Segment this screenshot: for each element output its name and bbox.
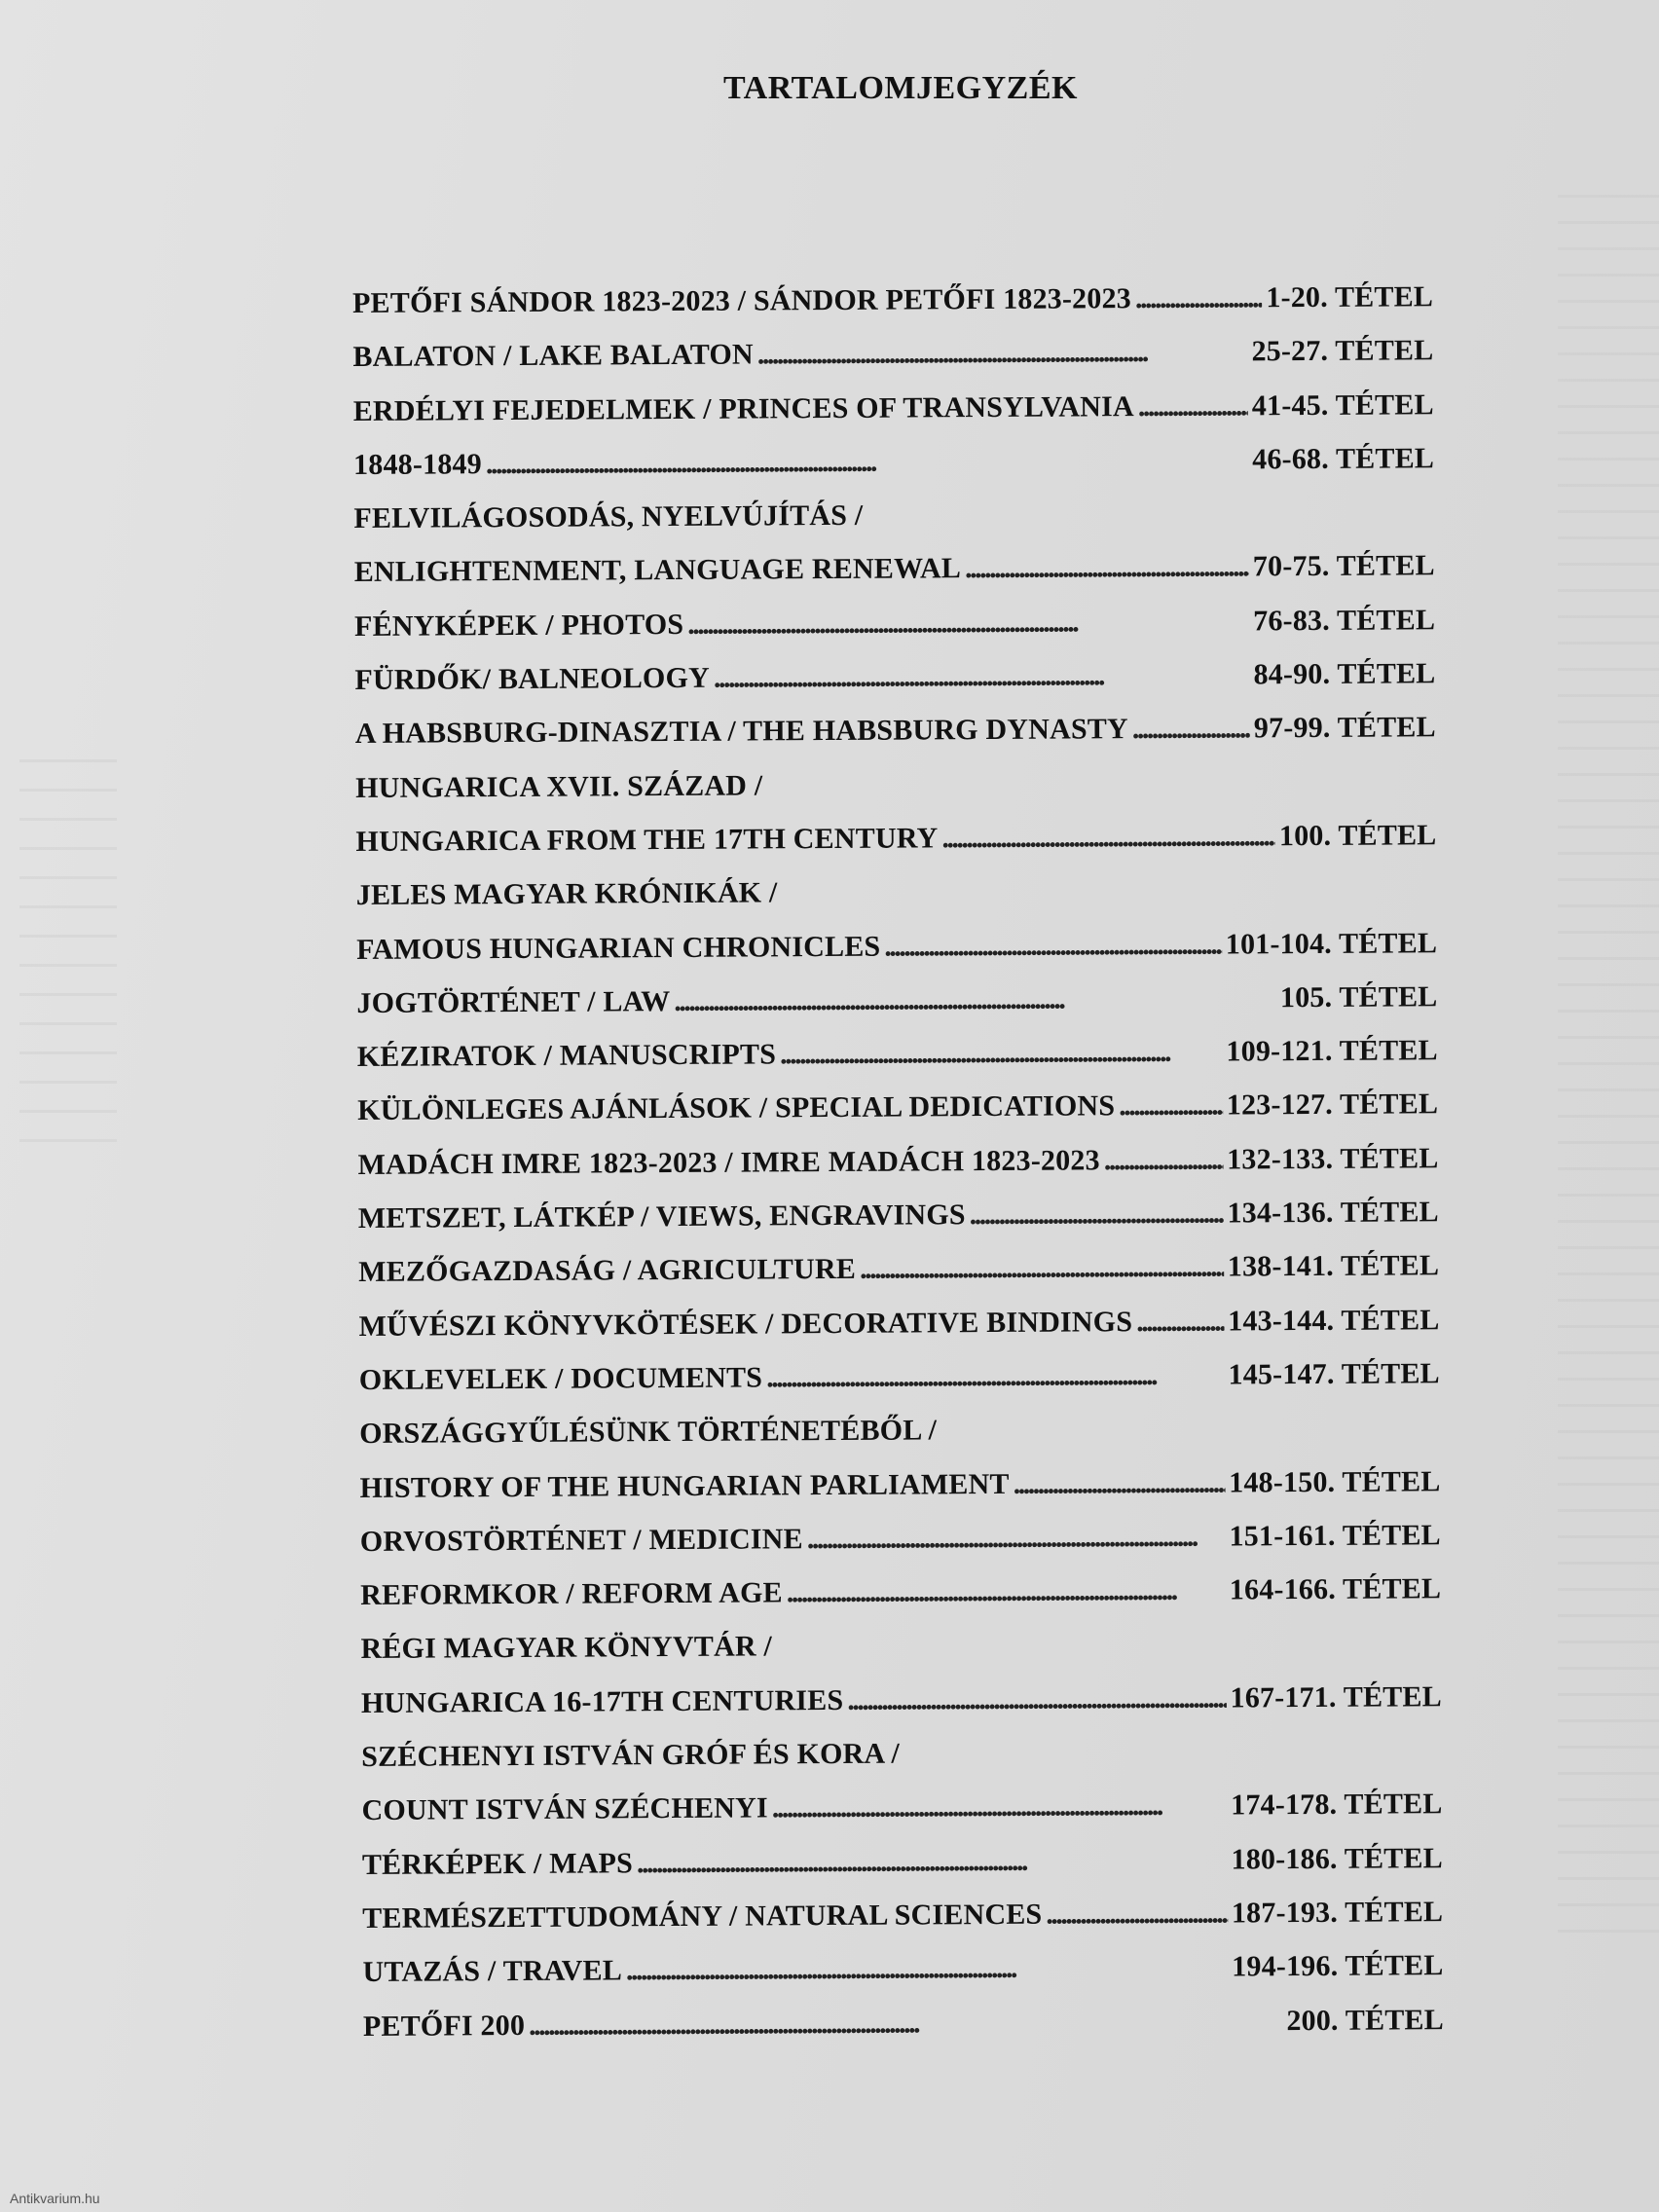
toc-entry-page: 167-171. TÉTEL (1230, 1679, 1442, 1714)
toc-entry-label: BALATON / LAKE BALATON (352, 338, 754, 374)
toc-entry (356, 980, 1437, 1041)
toc-entry-label: FÜRDŐK/ BALNEOLOGY (354, 661, 711, 697)
toc-leader-dots (884, 928, 1222, 963)
toc-leader-dots (1136, 1305, 1224, 1339)
table-of-contents (352, 280, 1444, 2064)
toc-entry-page: 174-178. TÉTEL (1231, 1788, 1443, 1822)
toc-entry (357, 1088, 1438, 1149)
toc-leader-dots (714, 658, 1250, 694)
toc-leader-dots (637, 1843, 1228, 1880)
toc-entry-label: PETŐFI SÁNDOR 1823-2023 / SÁNDOR PETŐFI 1823-2023 (352, 282, 1132, 319)
toc-entry (360, 1519, 1441, 1579)
toc-leader-dots (847, 1681, 1226, 1716)
toc-entry-label: UTAZÁS / TRAVEL (362, 1954, 623, 1989)
toc-entry (359, 1411, 1440, 1471)
toc-entry (360, 1627, 1441, 1687)
toc-entry-page: 200. TÉTEL (1286, 2003, 1444, 2037)
toc-entry-page: 25-27. TÉTEL (1251, 334, 1434, 368)
toc-leader-dots (626, 1951, 1228, 1988)
toc-entry-page: 1-20. TÉTEL (1266, 280, 1434, 314)
toc-leader-dots (529, 2005, 1282, 2043)
toc-entry-label: KÉZIRATOK / MANUSCRIPTS (356, 1038, 777, 1074)
toc-leader-dots (1135, 281, 1263, 315)
toc-leader-dots (772, 1789, 1228, 1825)
toc-entry (362, 1896, 1443, 1956)
toc-leader-dots (780, 1036, 1223, 1072)
toc-leader-dots (860, 1251, 1224, 1286)
toc-entry (352, 335, 1433, 395)
toc-entry-label: ERDÉLYI FEJEDELMEK / PRINCES OF TRANSYLVANIA (352, 389, 1134, 427)
toc-leader-dots (674, 981, 1276, 1018)
toc-entry-page: 148-150. TÉTEL (1229, 1464, 1441, 1499)
toc-entry (359, 1357, 1440, 1418)
toc-leader-dots (941, 820, 1275, 855)
toc-entry-page: 109-121. TÉTEL (1226, 1034, 1438, 1068)
toc-entry-label: FÉNYKÉPEK / PHOTOS (354, 608, 684, 643)
toc-entry-label: MEZŐGAZDASÁG / AGRICULTURE (358, 1253, 857, 1289)
toc-leader-dots (1138, 389, 1248, 424)
toc-entry (359, 1465, 1440, 1526)
toc-entry-page: 123-127. TÉTEL (1226, 1088, 1439, 1122)
toc-leader-dots (965, 551, 1249, 586)
toc-leader-dots (766, 1358, 1225, 1394)
toc-entry-label: HISTORY OF THE HUNGARIAN PARLIAMENT (359, 1467, 1010, 1504)
toc-entry (357, 1142, 1438, 1202)
toc-entry-page: 180-186. TÉTEL (1231, 1841, 1443, 1876)
toc-entry-page: 138-141. TÉTEL (1227, 1249, 1440, 1283)
toc-entry (361, 1680, 1442, 1741)
toc-entry-label: HUNGARICA XVII. SZÁZAD / (355, 769, 763, 804)
toc-entry-label: TERMÉSZETTUDOMÁNY / NATURAL SCIENCES (362, 1898, 1043, 1935)
toc-entry-page: 97-99. TÉTEL (1253, 711, 1436, 745)
bleed-through-text-right (1558, 195, 1659, 1947)
toc-leader-dots (970, 1198, 1224, 1233)
toc-entry-label: REFORMKOR / REFORM AGE (360, 1576, 783, 1612)
toc-entry (355, 712, 1436, 772)
toc-entry-page: 151-161. TÉTEL (1229, 1519, 1441, 1553)
toc-entry-page: 187-193. TÉTEL (1231, 1896, 1444, 1930)
toc-leader-dots (787, 1574, 1226, 1610)
toc-leader-dots (1014, 1466, 1226, 1500)
toc-entry-page: 105. TÉTEL (1279, 980, 1438, 1014)
toc-entry-label: MŰVÉSZI KÖNYVKÖTÉSEK / DECORATIVE BINDINGS (358, 1305, 1133, 1343)
toc-entry-label: HUNGARICA FROM THE 17TH CENTURY (355, 822, 939, 858)
toc-entry-label: ORSZÁGGYŰLÉSÜNK TÖRTÉNETÉBŐL / (359, 1414, 938, 1451)
toc-leader-dots (687, 605, 1249, 642)
toc-entry-label: ORVOSTÖRTÉNET / MEDICINE (359, 1523, 803, 1558)
toc-entry-page: 132-133. TÉTEL (1227, 1141, 1439, 1176)
toc-entry-label: A HABSBURG-DINASZTIA / THE HABSBURG DYNASTY (354, 713, 1128, 751)
toc-entry-page: 101-104. TÉTEL (1225, 926, 1438, 961)
toc-entry-label: FELVILÁGOSODÁS, NYELVÚJÍTÁS / (353, 498, 864, 535)
toc-entry (361, 1734, 1442, 1794)
toc-leader-dots (1119, 1089, 1223, 1124)
toc-entry (354, 550, 1435, 610)
toc-entry-label: JELES MAGYAR KRÓNIKÁK / (355, 876, 778, 912)
toc-entry-page: 41-45. TÉTEL (1251, 387, 1434, 422)
toc-entry (353, 496, 1434, 556)
toc-entry-label: SZÉCHENYI ISTVÁN GRÓF ÉS KORA / (361, 1737, 901, 1773)
bleed-through-text-left (19, 759, 117, 1149)
toc-entry-label: FAMOUS HUNGARIAN CHRONICLES (356, 930, 881, 966)
toc-entry-label: OKLEVELEK / DOCUMENTS (358, 1361, 763, 1396)
toc-entry (362, 1949, 1443, 2009)
toc-leader-dots (1046, 1897, 1228, 1931)
toc-entry (352, 280, 1433, 341)
toc-entry (361, 1788, 1442, 1849)
toc-entry-label: MADÁCH IMRE 1823-2023 / IMRE MADÁCH 1823-2023 (357, 1144, 1100, 1181)
toc-leader-dots (807, 1520, 1226, 1556)
toc-entry (358, 1250, 1439, 1310)
toc-entry (363, 2004, 1444, 2064)
toc-entry-label: PETŐFI 200 (362, 2009, 526, 2043)
toc-entry-label: TÉRKÉPEK / MAPS (361, 1846, 634, 1881)
toc-entry-page: 84-90. TÉTEL (1253, 657, 1436, 691)
toc-entry-page: 76-83. TÉTEL (1253, 603, 1436, 638)
toc-entry-label: HUNGARICA 16-17TH CENTURIES (360, 1683, 844, 1719)
toc-entry-label: RÉGI MAGYAR KÖNYVTÁR / (360, 1630, 773, 1666)
toc-entry (353, 388, 1434, 449)
toc-entry (355, 819, 1436, 879)
toc-entry-page: 143-144. TÉTEL (1228, 1303, 1440, 1338)
toc-entry (356, 872, 1437, 933)
watermark: Antikvarium.hu (10, 2191, 100, 2206)
toc-entry-page: 194-196. TÉTEL (1232, 1949, 1444, 1983)
toc-entry-page: 164-166. TÉTEL (1229, 1572, 1442, 1606)
toc-entry-page: 145-147. TÉTEL (1228, 1357, 1440, 1391)
toc-entry (353, 442, 1434, 502)
toc-leader-dots (1104, 1143, 1224, 1177)
toc-entry (362, 1842, 1443, 1902)
toc-entry (358, 1304, 1439, 1364)
toc-entry-page: 70-75. TÉTEL (1252, 549, 1435, 583)
toc-entry-page: 46-68. TÉTEL (1252, 442, 1435, 476)
toc-leader-dots (486, 443, 1248, 481)
toc-entry (354, 604, 1435, 664)
toc-entry-label: 1848-1849 (353, 448, 483, 481)
toc-entry (355, 765, 1436, 826)
toc-entry-label: METSZET, LÁTKÉP / VIEWS, ENGRAVINGS (357, 1198, 966, 1235)
toc-entry (354, 657, 1435, 718)
toc-entry-page: 100. TÉTEL (1278, 819, 1437, 853)
toc-entry (356, 927, 1437, 987)
toc-entry-label: JOGTÖRTÉNET / LAW (356, 984, 671, 1019)
toc-entry (358, 1196, 1439, 1256)
toc-leader-dots (1132, 713, 1250, 747)
toc-entry-page: 134-136. TÉTEL (1227, 1196, 1439, 1230)
toc-entry (360, 1572, 1441, 1633)
toc-entry-label: COUNT ISTVÁN SZÉCHENYI (361, 1791, 768, 1827)
toc-leader-dots (757, 336, 1248, 372)
page-title: TARTALOMJEGYZÉK (723, 70, 1078, 106)
toc-entry (357, 1034, 1438, 1094)
toc-entry-label: KÜLÖNLEGES AJÁNLÁSOK / SPECIAL DEDICATIONS (357, 1089, 1116, 1127)
toc-entry-label: ENLIGHTENMENT, LANGUAGE RENEWAL (353, 552, 962, 589)
